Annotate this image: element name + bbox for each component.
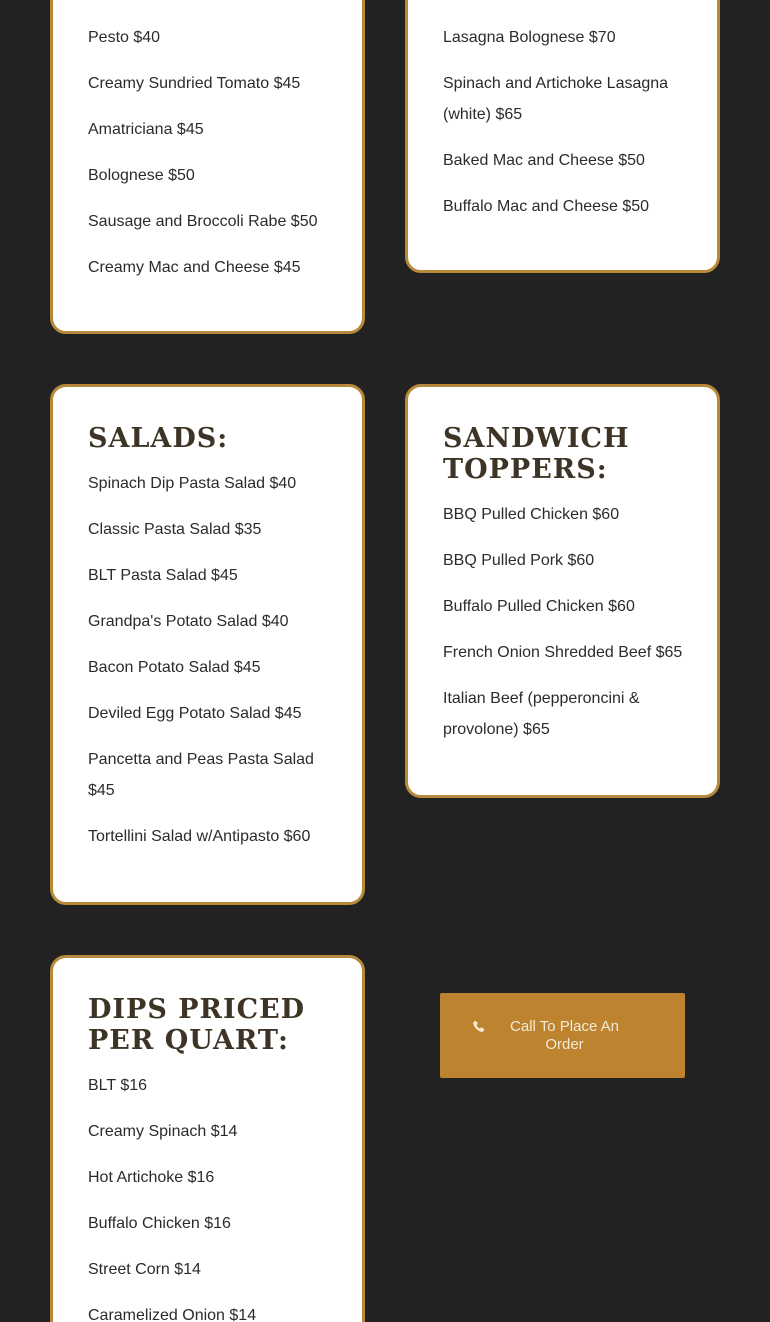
list-item: Spinach and Artichoke Lasagna (white) $65: [443, 75, 669, 123]
list-item: Buffalo Pulled Chicken $60: [443, 598, 635, 615]
list-item: Buffalo Mac and Cheese $50: [443, 198, 650, 215]
call-button-label: Call To Place An Order: [510, 1017, 619, 1053]
phone-icon: [472, 1020, 485, 1033]
list-item: Bolognese $50: [88, 167, 195, 184]
list-item: Grandpa's Potato Salad $40: [88, 613, 289, 630]
dips-heading: DIPS PRICED PER QUART:: [88, 994, 306, 1056]
call-button-content: [490, 1018, 635, 1054]
list-item: Street Corn $14: [88, 1261, 201, 1278]
list-item: Baked Mac and Cheese $50: [443, 152, 645, 169]
list-item: BBQ Pulled Chicken $60: [443, 506, 620, 523]
baked-item-list: [443, 22, 697, 222]
list-item: Bacon Potato Salad $45: [88, 659, 261, 676]
list-item: Classic Pasta Salad $35: [88, 521, 262, 538]
pasta-item-list: [88, 22, 342, 283]
sandwich-toppers-heading: SANDWICH TOPPERS:: [443, 423, 630, 485]
list-item: Caramelized Onion $14: [88, 1307, 257, 1322]
list-item: Deviled Egg Potato Salad $45: [88, 705, 302, 722]
list-item: Lasagna Bolognese $70: [443, 29, 616, 46]
list-item: Creamy Sundried Tomato $45: [88, 75, 301, 92]
list-item: French Onion Shredded Beef $65: [443, 644, 683, 661]
list-item: Pancetta and Peas Pasta Salad $45: [88, 751, 314, 799]
list-item: Tortellini Salad w/Antipasto $60: [88, 828, 311, 845]
salads-heading: SALADS:: [88, 423, 229, 454]
pasta-menu-card: [50, 0, 365, 334]
sandwich-toppers-item-list: [443, 499, 697, 745]
dips-menu-card: [50, 955, 365, 1322]
list-item: Spinach Dip Pasta Salad $40: [88, 475, 297, 492]
list-item: Buffalo Chicken $16: [88, 1215, 231, 1232]
list-item: BLT $16: [88, 1077, 148, 1094]
list-item: Italian Beef (pepperoncini & provolone) $65: [443, 690, 640, 738]
list-item: BLT Pasta Salad $45: [88, 567, 238, 584]
salads-menu-card: [50, 384, 365, 905]
sandwich-toppers-menu-card: [405, 384, 720, 798]
dips-item-list: [88, 1070, 342, 1322]
list-item: Pesto $40: [88, 29, 161, 46]
baked-menu-card: [405, 0, 720, 273]
call-to-order-button[interactable]: [440, 993, 685, 1078]
list-item: Hot Artichoke $16: [88, 1169, 215, 1186]
list-item: Sausage and Broccoli Rabe $50: [88, 213, 318, 230]
salads-item-list: [88, 468, 342, 852]
list-item: Creamy Spinach $14: [88, 1123, 238, 1140]
list-item: Amatriciana $45: [88, 121, 204, 138]
list-item: Creamy Mac and Cheese $45: [88, 259, 301, 276]
list-item: BBQ Pulled Pork $60: [443, 552, 595, 569]
